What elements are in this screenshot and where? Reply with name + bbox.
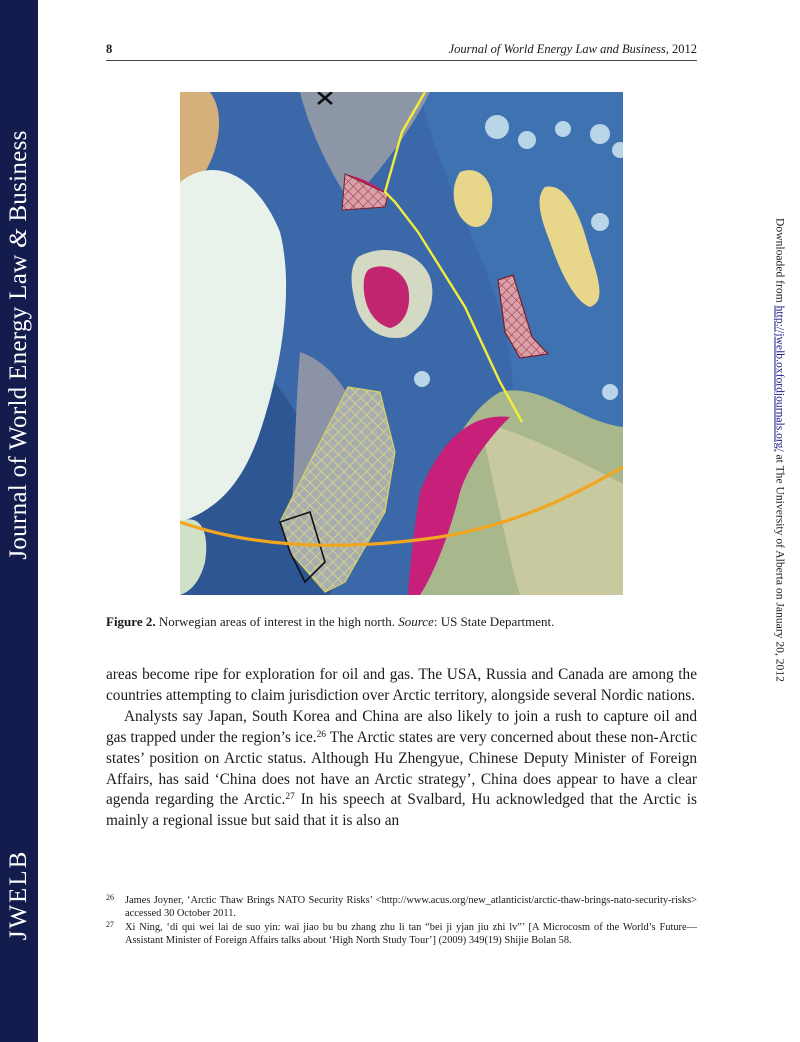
page-number: 8: [106, 42, 113, 56]
footnote: [106, 921, 697, 947]
journal-citation: Journal of World Energy Law and Business, 2012: [448, 42, 697, 56]
figure-label: Figure 2.: [106, 614, 156, 629]
figure-caption: [106, 614, 697, 630]
sidebar-journal-abbreviation: JWELB: [5, 849, 32, 941]
sidebar-ampersand: &: [5, 228, 32, 248]
figure-caption-text: Norwegian areas of interest in the high north.: [158, 614, 395, 629]
body-paragraph-1: areas become ripe for exploration for oil and gas. The USA, Russia and Canada are among the countries attempting to claim jurisdiction over Arctic territory, alongside several Nordic nations.: [106, 666, 697, 704]
journal-sidebar: [0, 0, 38, 1042]
footnote-ref-26[interactable]: 26: [316, 729, 327, 740]
body-paragraph-2: Analysts say Japan, South Korea and China are also likely to join a rush to capture oil and gas trapped under the region’s ice.$^{26}$ The Arctic states are very concerned about these non-Arctic states’ position on Arctic status. Although Hu Zhengyue, Chinese Deputy Minister of Foreign Affairs, has said ‘China does not have an Arctic strategy’, China does appear to have a clear agenda regarding the Arctic.$^{27}$ In his speech at Svalbard, Hu acknowledged that the Arctic is mainly a regional issue but said that it is also an: [106, 707, 697, 830]
download-note: Downloaded from http://jwelb.oxfordjournals.org/ at The University of Alberta on January 20, 2012: [773, 218, 787, 682]
figure-source-text: : US State Department.: [433, 614, 555, 629]
footnotes: [106, 894, 697, 948]
footnote-ref-27[interactable]: 27: [285, 792, 295, 803]
journal-year: 2012: [672, 42, 697, 56]
body-text: [106, 665, 697, 832]
figure-map-image: [180, 92, 623, 595]
figure-source-label: Source: [398, 614, 434, 629]
sidebar-journal-title: Journal of World Energy Law & Business: [5, 130, 32, 560]
footnote: [106, 894, 697, 920]
footnote-number: 27: [106, 920, 114, 929]
footnote-text: Xi Ning, ‘di qui wei lai de suo yin: wai jiao bu bu zhang zhu li tan “bei ji yjan jiu zhi lv”’ [A Microcosm of the World’s Future—Assistant Minister of Foreign Affairs talks about ‘High North Study Tour’] (2009) 349(19) Shijie Bolan 58.: [125, 922, 697, 946]
download-source-link[interactable]: http://jwelb.oxfordjournals.org/: [773, 305, 787, 452]
footnote-text: James Joyner, ‘Arctic Thaw Brings NATO Security Risks’ <http://www.acus.org/new_atlanticist/arctic-thaw-brings-nato-security-risks> accessed 30 October 2011.: [125, 895, 697, 919]
footnote-number: 26: [106, 893, 114, 902]
running-header: [106, 40, 697, 61]
